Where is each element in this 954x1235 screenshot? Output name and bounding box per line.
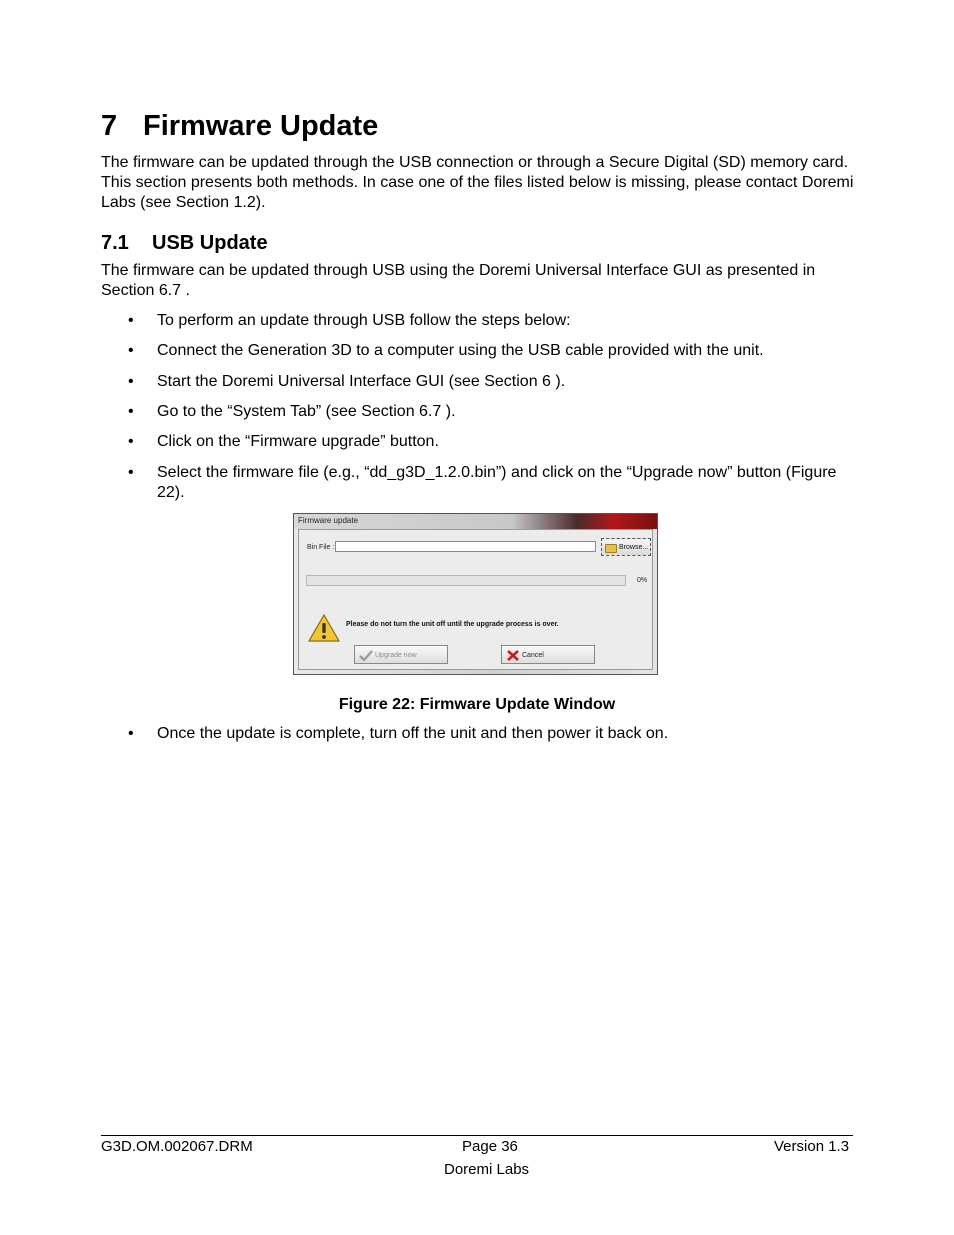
footer-page-number: Page 36 (462, 1138, 518, 1155)
cancel-label: Cancel (522, 652, 544, 659)
folder-icon (605, 544, 617, 553)
section-number: 7 (101, 110, 118, 142)
document-page: 7 Firmware Update The firmware can be updated through the USB connection or through a Secure Digital (SD) memory card. This section presents both methods. In case one of the files listed below is missing, please contact Doremi Labs (see Section 1.2). 7.1 USB Update The firmware can be updated through USB using the Doremi Universal Interface GUI as presented in Section 6.7 . • To perform an update through USB follow the steps below: • Connect the Generation 3D to a computer using the USB cable provided with the unit. • Start the Doremi Universal Interface GUI (see Section 6 ). • Go to the “System Tab” (see Section 6.7 ). • Click on the “Firmware upgrade” button. • Select the firmware file (e.g., “dd_g3D_1.2.0.bin”) and click on the “Upgrade now” button (Figure 22). Firmware update Bin File : Browse... 0% Please do not turn the unit off until the upgrade process is over. Upgrade now Cancel Figure 22: Firmware Update Window • Once the update is complete, turn off the unit and then power it back on. G3D.OM.002067.DRM Page 36 Version 1.3 Doremi Labs (0, 0, 954, 1235)
dialog-title: Firmware update (298, 516, 359, 525)
bin-file-input[interactable] (335, 541, 596, 552)
subsection-intro: The firmware can be updated through USB using the Doremi Universal Interface GUI as presented in Section 6.7 . (101, 262, 816, 299)
footer-company: Doremi Labs (444, 1161, 530, 1178)
browse-button[interactable] (601, 538, 651, 556)
footer-version: Version 1.3 (774, 1138, 850, 1155)
upgrade-now-button[interactable] (354, 645, 448, 664)
browse-label: Browse... (619, 544, 649, 551)
dialog-body (298, 529, 653, 670)
subsection-title: USB Update (152, 232, 268, 254)
checkmark-icon (359, 650, 373, 661)
footer-divider (101, 1135, 853, 1136)
section-heading (101, 110, 378, 143)
cancel-x-icon (506, 650, 520, 661)
bin-file-label: Bin File : (307, 544, 335, 551)
subsection-heading (101, 232, 268, 255)
section-intro: The firmware can be updated through the USB connection or through a Secure Digital (SD) memory card. This section presents both methods. In case one of the files listed below is missing, please contact Doremi Labs (see Section 1.2). (101, 154, 854, 211)
upgrade-progress-bar (306, 575, 626, 586)
footer-doc-id: G3D.OM.002067.DRM (101, 1138, 253, 1155)
upgrade-now-label: Upgrade now (375, 652, 417, 659)
section-title: Firmware Update (143, 110, 379, 142)
dialog-titlebar (294, 514, 657, 529)
warning-message: Please do not turn the unit off until the upgrade process is over. (346, 621, 559, 628)
figure-caption: Figure 22: Firmware Update Window (338, 696, 616, 713)
progress-percent: 0% (637, 577, 648, 584)
warning-icon (307, 613, 341, 643)
cancel-button[interactable] (501, 645, 595, 664)
firmware-update-dialog (293, 513, 658, 675)
subsection-number: 7.1 (101, 232, 129, 254)
